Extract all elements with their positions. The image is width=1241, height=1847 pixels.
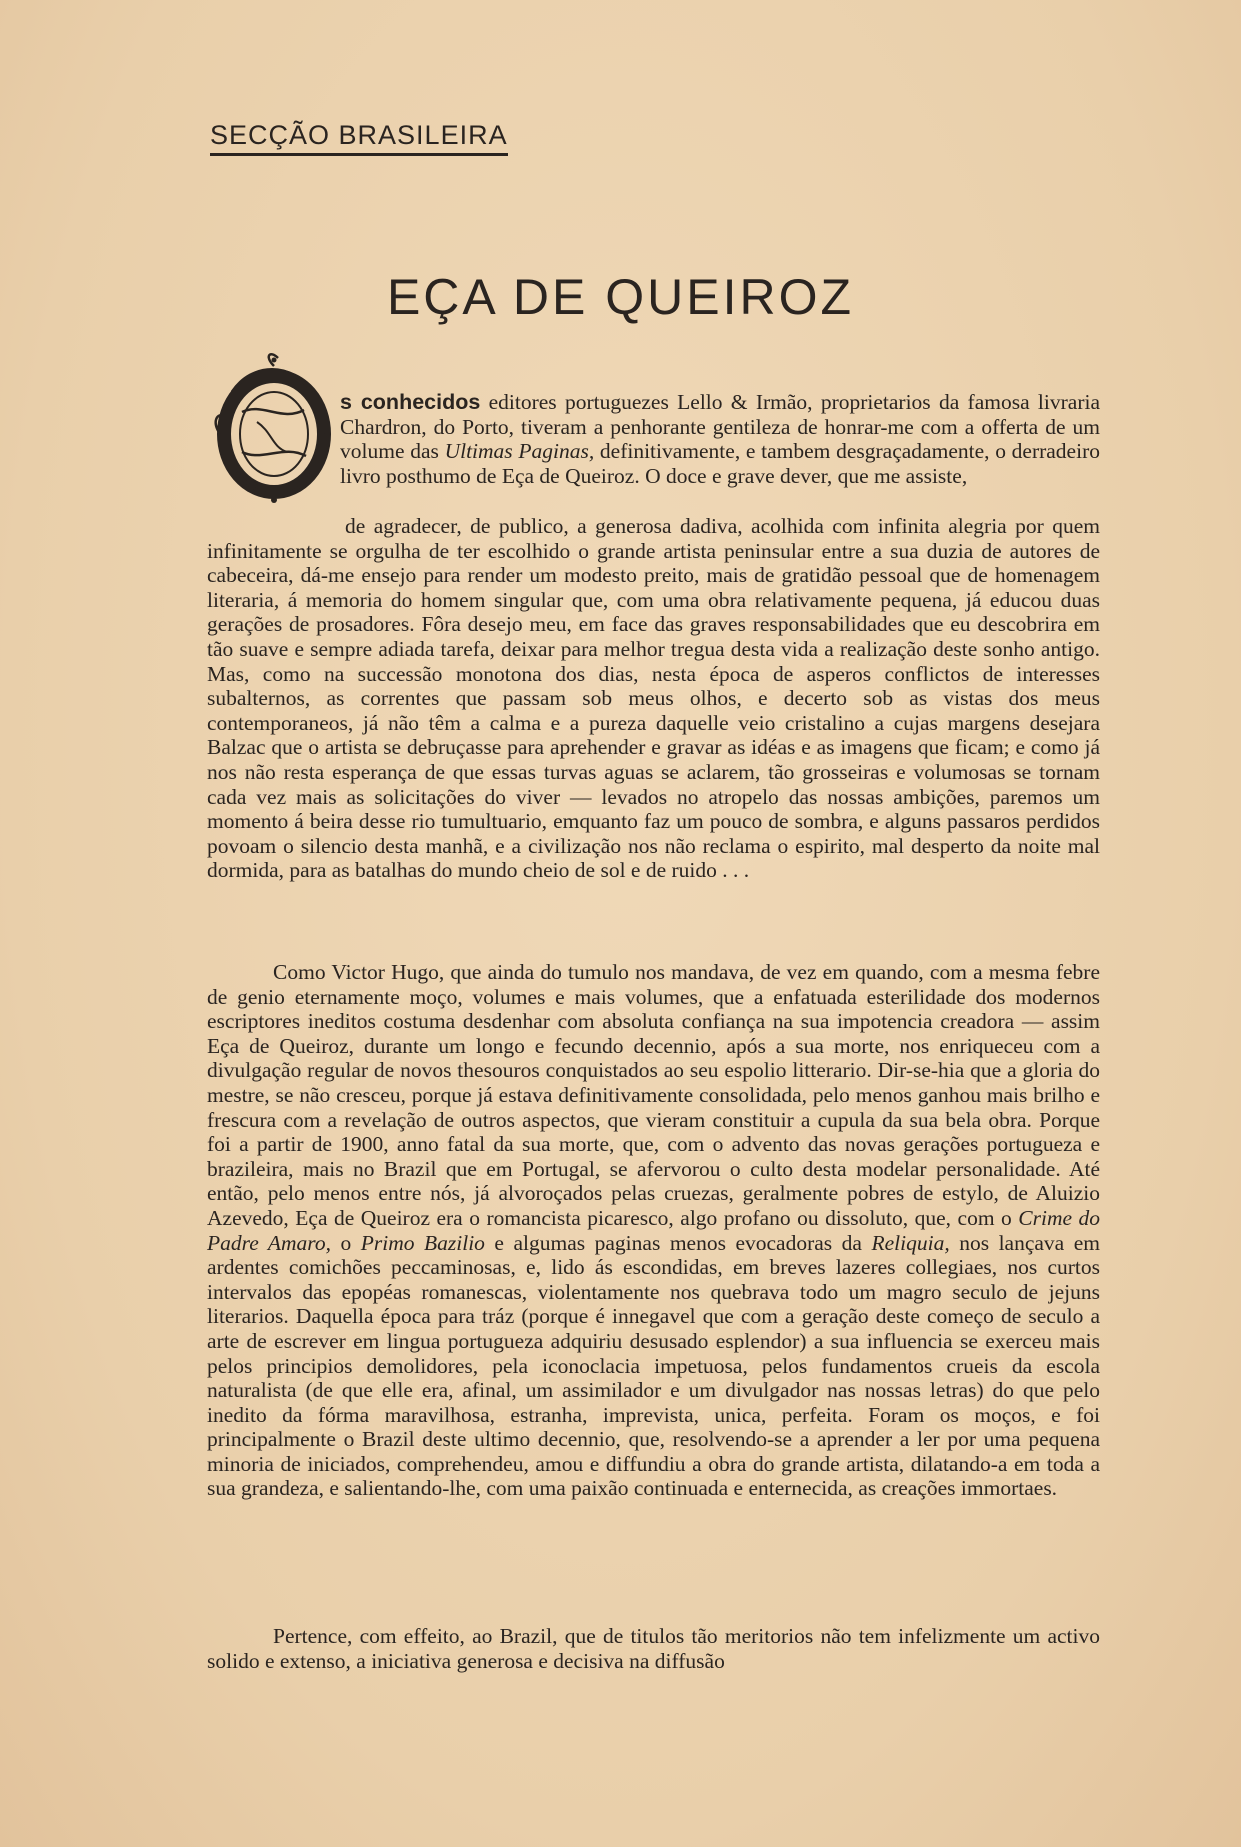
book-title-crime-do-padre-amaro: Crime do Padre Amaro,	[207, 1205, 1100, 1255]
paragraph-3-text: Pertence, com effeito, ao Brazil, que de titulos tão meritorios não tem infelizmente um activo solido e extenso, a iniciativa generosa e decisiva na diffusão	[207, 1624, 1100, 1673]
paragraph-1-continued	[207, 514, 1100, 883]
section-header: SECÇÃO BRASILEIRA	[210, 120, 508, 156]
paragraph-2-text-c: e algumas paginas menos evocadoras da	[484, 1230, 872, 1255]
paragraph-1-text-b: definitivamente, e tambem desgraçadamente, o derradeiro livro posthumo de Eça de Queiroz. O doce e grave dever, que me assiste,	[340, 439, 1100, 488]
article-title: EÇA DE QUEIROZ	[386, 269, 855, 325]
book-title-reliquia: Reliquia,	[871, 1230, 950, 1255]
paragraph-1-opening	[340, 390, 1100, 488]
paragraph-2-text-a: Como Victor Hugo, que ainda do tumulo nos mandava, de vez em quando, com a mesma febre de genio eternamente moço, volumes e mais volumes, que a enfatuada esterilidade dos modernos escriptores ineditos costuma desdenhar com absoluta confiança na sua impotencia creadora — assim Eça de Queiroz, durante um longo e fecundo decennio, após a sua morte, nos enriqueceu com a divulgação regular de novos thesouros conquistados ao seu espolio litterario. Dir-se-hia que a gloria do mestre, se não cresceu, porque já estava definitivamente consolidada, pelo menos ganhou mais brilho e frescura com a revelação de outros aspectos, que vieram constituir a cupula da sua bela obra. Porque foi a partir de 1900, anno fatal da sua morte, que, com o advento das novas gerações portugueza e brazileira, mais no Brazil que em Portugal, se afervorou o culto desta modelar personalidade. Até então, pelo menos entre nós, já alvoroçados pelas cruezas, geralmente pobres de estylo, de Aluizio Azevedo, Eça de Queiroz era o romancista picaresco, algo profano ou dissoluto, que, com o	[207, 960, 1100, 1230]
paragraph-3	[207, 1624, 1100, 1673]
book-title-primo-bazilio: Primo Bazilio	[360, 1230, 485, 1255]
opening-words: s conhecidos	[340, 390, 481, 414]
paragraph-2	[207, 960, 1100, 1501]
ornamental-dropcap	[212, 352, 332, 507]
paragraph-2-text-b: o	[330, 1230, 361, 1255]
paragraph-1-text-a: editores portuguezes Lello & Irmão, proprietarios da famosa livraria Chardron, do Porto, tiveram a penhorante gentileza de honrar-me com a offerta de um volume das	[340, 390, 1100, 464]
paragraph-1-text-c: de agradecer, de publico, a generosa dadiva, acolhida com infinita alegria por quem infinitamente se orgulha de ter escolhido o grande artista peninsular entre a sua duzia de autores de cabeceira, dá-me ensejo para render um modesto preito, mais de gratidão pessoal que de homenagem literaria, á memoria do homem singular que, com uma obra relativamente pequena, já educou duas gerações de prosadores. Fôra desejo meu, em face das graves responsabilidades que eu descobrira em tão suave e sempre adiada tarefa, deixar para melhor tregua desta vida a realização deste sonho antigo. Mas, como na successão monotona dos dias, nesta época de asperos conflictos de interesses subalternos, as correntes que passam sob meus olhos, e decerto sob as vistas dos meus contemporaneos, já não têm a calma e a pureza daquelle veio cristalino a cujas margens desejara Balzac que o artista se debruçasse para aprehender e gravar as idéas e as imagens que ficam; e como já nos não resta esperança de que essas turvas aguas se aclarem, tão grosseiras e volumosas se tornam cada vez mais as solicitações do viver — levados no atropelo das nossas ambições, paremos um momento á beira desse rio tumultuario, emquanto faz um pouco de sombra, e alguns passaros perdidos povoam o silencio desta manhã, e a civilização nos não reclama o espirito, mal desperto da noite mal dormida, para as batalhas do mundo cheio de sol e de ruido . . .	[207, 514, 1100, 883]
paragraph-2-text-d: nos lançava em ardentes comichões peccaminosas, e, lido ás escondidas, em breves lazeres collegiaes, nos curtos intervalos das epopéas romanescas, violentamente nos quebrava todo um magro seculo de jejuns literarios. Daquella época para tráz (porque é innegavel que com a geração deste começo de seculo a arte de escrever em lingua portugueza adquiriu desusado esplendor) a sua influencia se exerceu mais pelos principios demolidores, pela iconoclacia impetuosa, pelos fundamentos crueis da escola naturalista (de que elle era, afinal, um assimilador e um divulgador nas nossas letras) do que pelo inedito da fórma maravilhosa, estranha, imprevista, unica, perfeita. Foram os moços, e foi principalmente o Brazil deste ultimo decennio, que, resolvendo-se a aprender a ler por uma pequena minoria de iniciados, comprehendeu, amou e diffundiu a obra do grande artista, dilatando-a em toda a sua grandeza, e salientando-lhe, com uma paixão continuada e enternecida, as creações immortaes.	[207, 1230, 1101, 1501]
book-title-ultimas-paginas: Ultimas Paginas,	[444, 439, 595, 464]
